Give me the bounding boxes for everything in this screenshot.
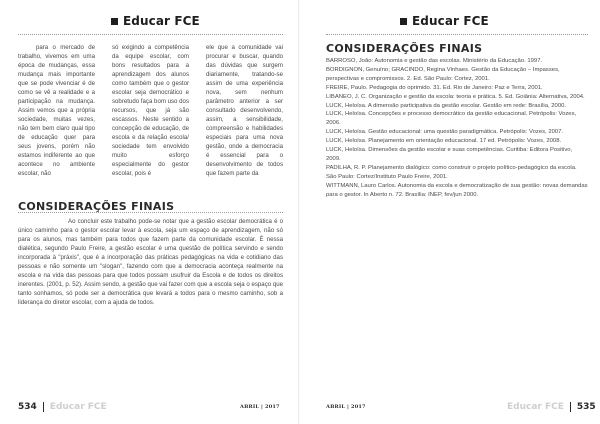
reference-item: LUCK, Heloísa. A dimensão participativa da gestão escolar. Gestão em rede: Brasília, 2000. [326,102,567,109]
magazine-title: Educar FCE [412,14,489,28]
column-2-text: só exigindo a competência da equipe escolar, com bons resultados para a aprendizagem dos alunos como também que o gestor escolar seja democrático e sobretudo faça bom uso dos recursos, que já são escassos. Neste sentido a concepção de educação, de escola e da relação escola/ sociedade tem envolvido muito esforço especialmente do gestor escolar, pois é [112,44,189,177]
reference-item: WITTMANN, Lauro Carlos. Autonomia da escola e democratização de sua gestão: novas demandas para o gestor. In Aberto n. 72. Brasília: INEP, fev/jun 2000. [326,182,588,198]
header-square-icon [400,18,407,25]
right-footer [507,402,596,412]
section-divider [18,212,283,213]
left-footer [18,402,107,412]
left-footer-date [240,402,280,412]
right-page-header [400,14,489,28]
page-number: 534 [18,402,37,412]
page-number: 535 [576,402,596,412]
right-footer-date [326,402,366,412]
footer-separator [43,402,44,412]
three-column-text [18,43,283,195]
text-column-1 [18,43,95,195]
text-column-2 [112,43,189,195]
magazine-title: Educar FCE [123,14,200,28]
right-page [300,0,600,424]
references-list [326,57,588,200]
reference-item: PADILHA, R. P. Planejamento dialógico: como construir o projeto político-pedagógico da escola. São Paulo: Cortez/Instituto Paulo Freire, 2001. [326,164,577,180]
footer-separator [570,402,571,412]
footer-magazine-name: Educar FCE [49,402,107,412]
reference-item: BORDIGNON, Genuíno; GRACINDO, Regina Vinhaes. Gestão da Educação – Impasses, perspectivas e compromissos. 2. Ed. São Paulo: Cortez, 2001. [326,66,560,82]
reference-item: LIBANEO, J. C. Organização e gestão da escola: teoria e prática. 5. Ed. Goiânia: Alternativa, 2004. [326,93,585,100]
section-title: CONSIDERAÇÕES FINAIS [18,200,175,213]
issue-date: ABRIL | 2017 [326,404,366,410]
column-3-text: ele que a comunidade vai procurar e buscar, quando das dúvidas que surgem diariamente, tratando-se assim de uma experiência nova, sem nenhum parâmetro anterior a ser consultado desenvolvendo, assim, a sensibilidade, compreensão e habilidades especiais para uma nova gestão, onde a democracia é essencial para o desenvolvimento de todos que fazem parte da [206,44,283,177]
header-square-icon [111,18,118,25]
reference-item: LUCK, Heloísa. Planejamento em orientação educacional. 17 ed. Petrópolis: Vozes, 2008. [326,138,562,145]
reference-item: LUCK, Heloísa. Dimensões da gestão escolar e suas competências. Curitiba: Editora Positivo, 2009. [326,147,573,162]
text-column-3 [206,43,283,195]
conclusion-text [18,217,283,307]
left-page-header [111,14,200,28]
reference-item: BARROSO, João: Autonomia e gestão das escolas. Ministério da Educação. 1997. [326,58,543,64]
header-divider [326,34,588,35]
column-1-text: para o mercado de trabalho, vivemos em uma época de mudanças, essa mudança mais importante que se pode vivenciar é de como se vê a realidade e a participação na mudança. Assim vemos que a própria sociedade, muitas vezes, não tem bem claro qual tipo de educação quer para seus jovens, porém não estamos indiferente ao que acontece no ambiente escolar, não [18,44,95,177]
reference-item: LUCK, Heloísa. Concepções e processo democrático da gestão educacional. Petrópolis: Vozes, 2006. [326,111,577,127]
conclusion-paragraph: Ao concluir este trabalho pode-se notar que a gestão escolar democrática é o único caminho para o gestor escolar levar à escola, seja um espaço de aprendizagem, não só para os alunos, mas também para todos que fazem parte da comunidade escolar. É nessa dialética, segundo Paulo Freire, a gestão escolar é uma questão de política servindo e sendo incorporada à "práxis", que é a incorporação das práticas pedagógicas na vida e cotidiano das pessoas e não somente um "slogan", fazendo com que a democracia aconteça realmente na escola e na vida das pessoas para que todos possam usufruir da Escola e de todos os direitos inerentes. (2001, p. 52). Assim sendo, a gestão que vai fazer com que a escola seja o espaço que tanto sonhamos, só pode ser a democrática que levará a todos para o mesmo caminho, sob a liderança do diretor escolar, com a ajuda de todos. [18,218,283,306]
reference-item: LUCK, Heloísa. Gestão educacional: uma questão paradigmática. Petrópolis: Vozes, 2007. [326,129,564,136]
header-divider [18,34,283,35]
section-title: CONSIDERAÇÕES FINAIS [326,42,483,55]
reference-item: FREIRE, Paulo. Pedagogia do oprimido. 31. Ed. Rio de Janeiro: Paz e Terra, 2001. [326,84,543,91]
footer-magazine-name: Educar FCE [507,402,564,412]
issue-date: ABRIL | 2017 [240,404,280,410]
